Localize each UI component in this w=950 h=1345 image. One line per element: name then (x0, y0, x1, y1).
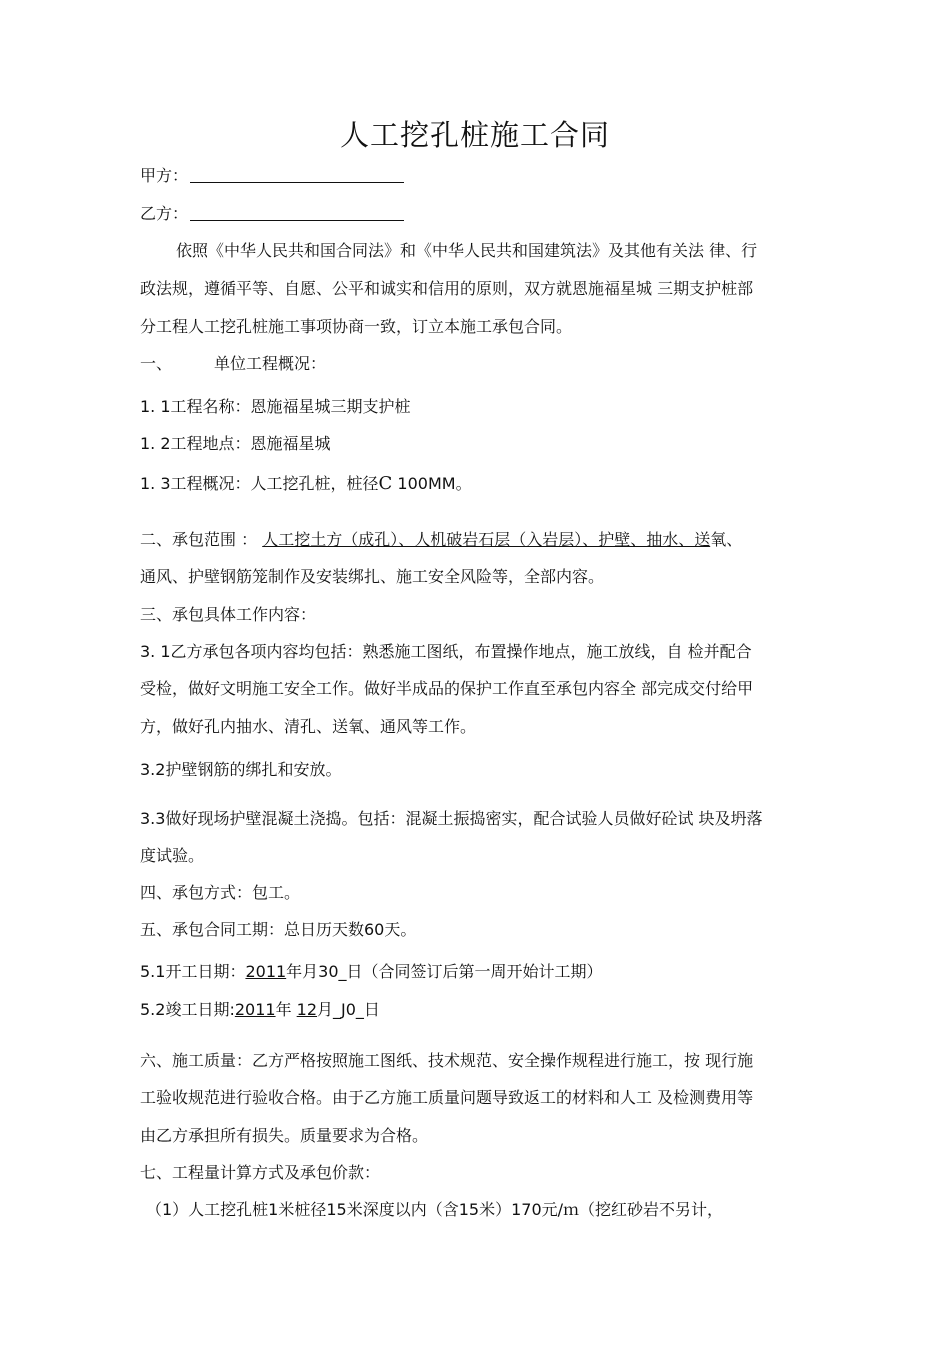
intro-line-3: 分工程人工挖孔桩施工事项协商一致，订立本施工承包合同。 (140, 317, 573, 336)
page-title: 人工挖孔桩施工合同 (339, 118, 610, 152)
item-1-3-text: 1. 3工程概况：人工挖孔桩，桩径 (140, 474, 379, 493)
item-5-1 (140, 962, 810, 982)
item-3-3-line-1: 3.3做好现场护壁混凝土浇捣。包括：混凝土振捣密实，配合试验人员做好砼试 块及坍落 (140, 809, 763, 828)
section-6-line-3: 由乙方承担所有损失。质量要求为合格。 (140, 1126, 429, 1145)
item-1-3-size: 100MM。 (397, 474, 472, 493)
party-b-line (140, 204, 810, 224)
party-a-line (140, 166, 810, 186)
item-5-1-label: 5.1开工日期： (140, 962, 246, 981)
section-6-line-2: 工验收规范进行验收合格。由于乙方施工质量问题导致返工的材料和人工 及检测费用等 (140, 1088, 754, 1107)
item-1-2: 1. 2工程地点：恩施福星城 (140, 434, 331, 453)
item-5-2-year: 2011 (234, 1000, 276, 1019)
section-2-line-2: 通风、护壁钢筋笼制作及安装绑扎、施工安全风险等，全部内容。 (140, 567, 605, 586)
party-a-blank (190, 166, 404, 183)
section-1-title: 单位工程概况： (214, 354, 327, 373)
section-4: 四、承包方式：包工。 (140, 883, 301, 902)
section-2-label: 二、承包范围 ： (140, 530, 258, 549)
intro-line-1: 依照《中华人民共和国合同法》和《中华人民共和国建筑法》及其他有关法 律、行 (176, 241, 758, 260)
section-2-scope-rest: 氧、 (710, 530, 743, 549)
item-5-1-rest: 年月30_日（合同签订后第一周开始计工期） (286, 962, 603, 981)
item-1-1: 1. 1工程名称：恩施福星城三期支护桩 (140, 397, 411, 416)
section-1-heading (140, 354, 810, 374)
intro-line-2: 政法规，遵循平等、自愿、公平和诚实和信用的原则，双方就恩施福星城 三期支护桩部 (140, 279, 754, 298)
section-2-line-1 (140, 530, 810, 550)
item-3-1-line-3: 方，做好孔内抽水、清孔、送氧、通风等工作。 (140, 717, 477, 736)
item-7-1: （1）人工挖孔桩1米桩径15米深度以内（含15米）170元/ｍ（挖红砂岩不另计， (146, 1200, 724, 1219)
item-3-2: 3.2护壁钢筋的绑扎和安放。 (140, 760, 342, 779)
item-5-2-label: 5.2竣工日期: (140, 1000, 235, 1019)
party-b-label: 乙方： (140, 204, 189, 223)
item-3-1-line-1: 3. 1乙方承包各项内容均包括：熟悉施工图纸，布置操作地点，施工放线，自 检并配合 (140, 642, 752, 661)
item-5-2-month: 12 (296, 1000, 318, 1019)
item-5-1-year: 2011 (245, 962, 287, 981)
section-5: 五、承包合同工期：总日历天数60天。 (140, 920, 417, 939)
party-b-blank (190, 204, 404, 221)
section-1-number: 一、 (140, 354, 173, 373)
item-1-3-c: C (378, 473, 393, 494)
item-5-2 (140, 1000, 810, 1020)
item-5-2-mid: 年 (275, 1000, 297, 1019)
section-7-title: 七、工程量计算方式及承包价款： (140, 1163, 381, 1182)
section-6-line-1: 六、施工质量：乙方严格按照施工图纸、技术规范、安全操作规程进行施工，按 现行施 (140, 1051, 754, 1070)
item-1-3 (140, 474, 810, 494)
section-2-scope-underlined: 人工挖土方（成孔）、人机破岩石层（入岩层）、护壁、抽水、送 (262, 530, 711, 549)
item-5-2-rest: 月_J0_日 (317, 1000, 380, 1019)
item-3-3-line-2: 度试验。 (140, 846, 205, 865)
section-3-title: 三、承包具体工作内容： (140, 605, 317, 624)
item-3-1-line-2: 受检，做好文明施工安全工作。做好半成品的保护工作直至承包内容全 部完成交付给甲 (140, 679, 754, 698)
party-a-label: 甲方： (140, 166, 189, 185)
